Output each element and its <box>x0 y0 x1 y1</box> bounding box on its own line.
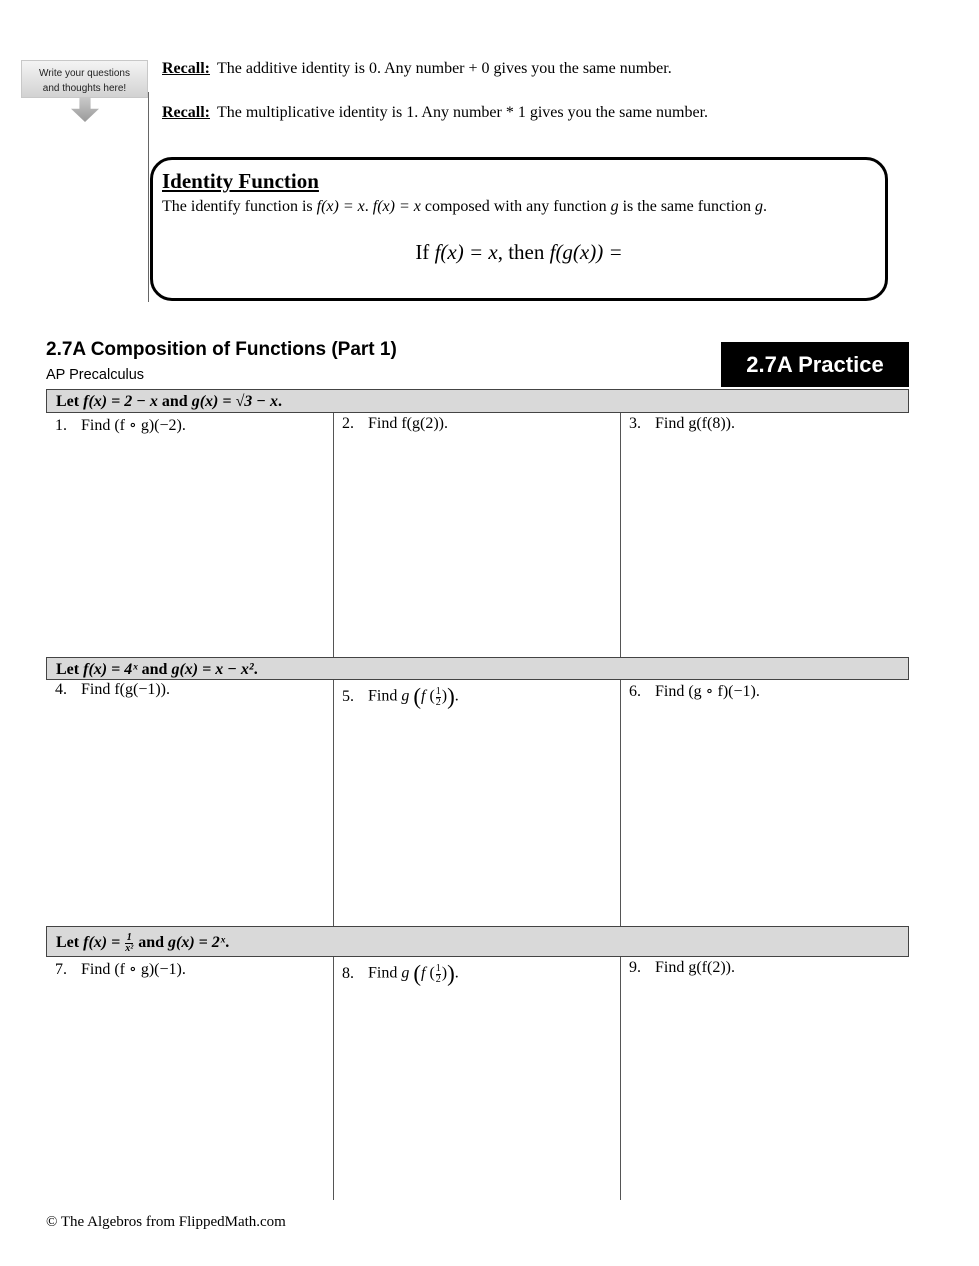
text: Find <box>368 687 402 705</box>
page-title: 2.7A Composition of Functions (Part 1) <box>46 339 397 360</box>
problem-number: 7. <box>55 961 67 978</box>
identity-equation <box>153 240 885 265</box>
down-arrow-icon <box>71 98 99 122</box>
equation: f(g(x)) = <box>549 240 623 264</box>
numerator: 1 <box>435 962 441 974</box>
problem-3 <box>629 415 735 433</box>
problem-text: Find (f ∘ g)(−2). <box>81 417 186 434</box>
given-f: f(x) = <box>83 934 125 951</box>
problem-number: 4. <box>55 681 67 698</box>
paren: ) <box>447 961 455 986</box>
paren: ) <box>441 964 448 982</box>
section-1-problems <box>46 413 909 657</box>
column-divider <box>333 957 334 1200</box>
problem-5 <box>342 684 459 710</box>
recall-additive <box>162 59 672 79</box>
function-name: g <box>401 964 410 982</box>
problem-number: 9. <box>629 959 641 976</box>
identity-title: Identity Function <box>162 169 319 193</box>
section-2-problems <box>46 680 909 926</box>
problem-9 <box>629 959 735 977</box>
equation: f(x) = x <box>372 198 421 215</box>
recall-label: Recall: <box>162 104 210 121</box>
given-g: g(x) = √3 − x <box>191 393 278 410</box>
text: . <box>763 198 768 215</box>
recall-text: The multiplicative identity is 1. Any number * 1 gives you the same number. <box>216 104 709 121</box>
problem-7 <box>55 959 186 979</box>
problem-number: 2. <box>342 415 354 432</box>
denominator: 2 <box>435 973 441 985</box>
problem-number: 5. <box>342 687 354 705</box>
text: . <box>364 198 373 215</box>
section-1-header <box>46 389 909 413</box>
recall-label: Recall: <box>162 60 210 77</box>
text: and <box>157 393 192 410</box>
denominator: 2 <box>435 696 441 708</box>
function-name: g <box>755 198 764 215</box>
course-name: AP Precalculus <box>46 367 145 383</box>
function-name: g <box>401 687 410 705</box>
notes-tab-line2: and thoughts here! <box>42 83 127 94</box>
text: . <box>454 964 459 982</box>
problem-number: 6. <box>629 683 641 700</box>
text: Let <box>56 934 84 951</box>
numerator: 1 <box>435 685 441 697</box>
given-g: g(x) = x − x² <box>171 661 254 678</box>
problem-text: Find (g ∘ f)(−1). <box>655 683 760 700</box>
text: and <box>137 661 172 678</box>
text: is the same function <box>618 198 756 215</box>
text: Let <box>56 661 84 678</box>
copyright-footer: © The Algebros from FlippedMath.com <box>46 1214 286 1230</box>
paren: ( <box>429 687 435 705</box>
fraction <box>436 964 441 985</box>
equation: f(x) = x <box>434 240 498 264</box>
paren: ( <box>413 684 422 709</box>
function-name: g <box>610 198 619 215</box>
notes-tab-line1: Write your questions <box>39 68 130 79</box>
text: . <box>454 687 459 705</box>
function-name: f <box>421 687 426 705</box>
column-divider <box>620 413 621 657</box>
column-divider <box>333 680 334 926</box>
numerator: 1 <box>126 931 132 943</box>
text: . <box>277 393 282 410</box>
problem-text: Find f(g(−1)). <box>81 681 171 698</box>
text: If <box>415 240 435 264</box>
notes-divider <box>148 92 149 302</box>
problem-6 <box>629 681 760 701</box>
column-divider <box>620 957 621 1200</box>
problem-1 <box>55 415 186 435</box>
identity-description <box>162 198 767 216</box>
text: composed with any function <box>420 198 611 215</box>
section-2-header <box>46 657 909 680</box>
problem-number: 1. <box>55 417 67 434</box>
paren: ( <box>429 964 435 982</box>
problem-text: Find (f ∘ g)(−1). <box>81 961 186 978</box>
fraction <box>125 933 133 954</box>
given-f: f(x) = 4ˣ <box>83 661 138 678</box>
section-3-header <box>46 926 909 957</box>
problem-number: 3. <box>629 415 641 432</box>
paren: ) <box>447 684 455 709</box>
given-f: f(x) = 2 − x <box>83 393 158 410</box>
problem-text: Find g(f(2)). <box>655 959 735 976</box>
recall-text: The additive identity is 0. Any number + 0 gives you the same number. <box>216 60 672 77</box>
practice-badge: 2.7A Practice <box>721 342 909 387</box>
text: Find <box>368 964 402 982</box>
identity-function-box <box>150 157 888 301</box>
column-divider <box>333 413 334 657</box>
text: . <box>253 661 258 678</box>
problem-2 <box>342 415 448 433</box>
denominator: x² <box>125 942 134 954</box>
equation: f(x) = x <box>316 198 365 215</box>
given-g: g(x) = 2ˣ <box>168 934 226 951</box>
problem-text: Find f(g(2)). <box>368 415 448 432</box>
text: Let <box>56 393 84 410</box>
text: . <box>225 934 230 951</box>
notes-tab <box>21 60 148 98</box>
recall-multiplicative <box>162 103 708 123</box>
text: and <box>134 934 169 951</box>
problem-text: Find g(f(8)). <box>655 415 735 432</box>
text: , then <box>497 240 550 264</box>
paren: ) <box>441 687 448 705</box>
fraction <box>436 687 441 708</box>
problem-4 <box>55 681 170 699</box>
problem-number: 8. <box>342 964 354 982</box>
problem-8 <box>342 961 459 987</box>
function-name: f <box>421 964 426 982</box>
section-3-problems <box>46 957 909 1200</box>
column-divider <box>620 680 621 926</box>
text: The identify function is <box>162 198 317 215</box>
paren: ( <box>413 961 422 986</box>
